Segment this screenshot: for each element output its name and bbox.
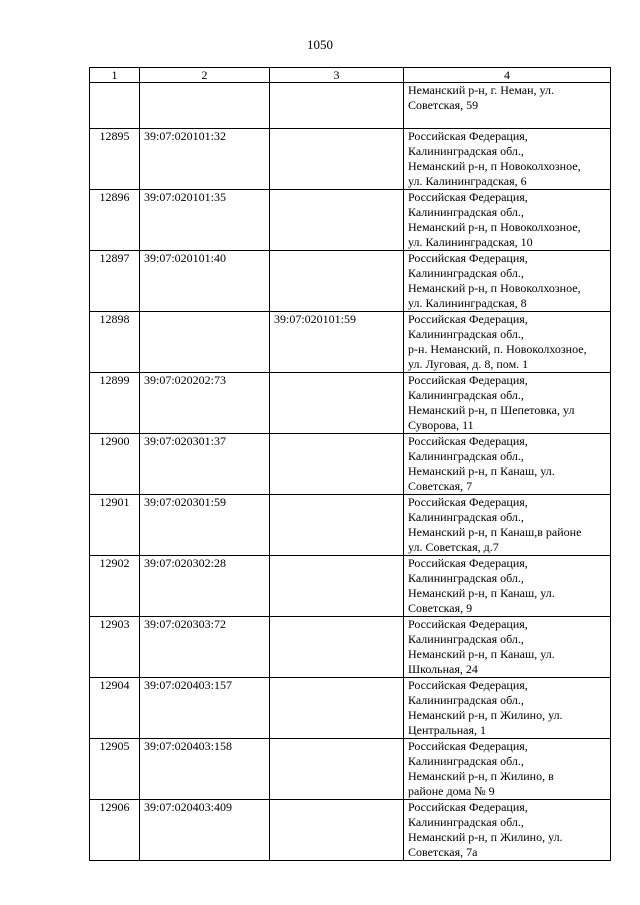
address-line: Неманский р-н, п Шепетовка, ул: [408, 403, 575, 417]
address-line: ул. Калининградская, 8: [408, 296, 527, 310]
page-number: 1050: [307, 37, 333, 52]
cadastral-number: 39:07:020202:73: [140, 373, 270, 434]
row-number: 12898: [90, 312, 140, 373]
cadastral-number: 39:07:020301:59: [140, 495, 270, 556]
property-registry-table: [89, 67, 611, 861]
cadastral-number-alt: [270, 617, 404, 678]
address-line: Неманский р-н, г. Неман, ул.: [408, 83, 554, 97]
address-line: Неманский р-н, п Новоколхозное,: [408, 281, 581, 295]
address-cell: [404, 495, 611, 556]
table-row: [90, 190, 611, 251]
address-line: Российская Федерация,: [408, 617, 528, 631]
cadastral-number: 39:07:020101:32: [140, 129, 270, 190]
column-header-2: 2: [140, 68, 270, 83]
address-line: Российская Федерация,: [408, 739, 528, 753]
row-number: 12901: [90, 495, 140, 556]
address-cell: [404, 556, 611, 617]
address-line: Неманский р-н, п Жилино, в: [408, 769, 554, 783]
cadastral-number: [140, 312, 270, 373]
row-number: 12906: [90, 800, 140, 861]
cadastral-number: [140, 83, 270, 129]
address-line: Неманский р-н, п Канаш, ул.: [408, 647, 555, 661]
address-cell: [404, 800, 611, 861]
address-line: Российская Федерация,: [408, 129, 528, 143]
address-cell: [404, 434, 611, 495]
address-line: Неманский р-н, п Новоколхозное,: [408, 159, 581, 173]
table-row: [90, 800, 611, 861]
cadastral-number-alt: [270, 129, 404, 190]
address-line: Неманский р-н, п Канаш,в районе: [408, 525, 582, 539]
address-line: Советская, 7: [408, 479, 473, 493]
address-line: Калининградская обл.,: [408, 571, 524, 585]
cadastral-number-alt: 39:07:020101:59: [270, 312, 404, 373]
continuation-row: [90, 83, 611, 129]
row-number: 12895: [90, 129, 140, 190]
cadastral-number-alt: [270, 190, 404, 251]
row-number: 12899: [90, 373, 140, 434]
address-line: Суворова, 11: [408, 418, 474, 432]
row-number: 12897: [90, 251, 140, 312]
row-number: 12900: [90, 434, 140, 495]
address-line: Калининградская обл.,: [408, 449, 524, 463]
table-row: [90, 617, 611, 678]
address-line: Калининградская обл.,: [408, 815, 524, 829]
cadastral-number: 39:07:020301:37: [140, 434, 270, 495]
address-cell: [404, 190, 611, 251]
address-line: Калининградская обл.,: [408, 754, 524, 768]
address-cell: [404, 373, 611, 434]
address-line: Российская Федерация,: [408, 312, 528, 326]
address-line: Неманский р-н, п Новоколхозное,: [408, 220, 581, 234]
row-number: 12896: [90, 190, 140, 251]
cadastral-number-alt: [270, 251, 404, 312]
address-line: Калининградская обл.,: [408, 388, 524, 402]
row-number: 12903: [90, 617, 140, 678]
row-number: [90, 83, 140, 129]
address-line: ул. Советская, д.7: [408, 540, 499, 554]
cadastral-number-alt: [270, 434, 404, 495]
address-line: р-н. Неманский, п. Новоколхозное,: [408, 342, 587, 356]
address-line: Российская Федерация,: [408, 434, 528, 448]
cadastral-number-alt: [270, 678, 404, 739]
table-row: [90, 312, 611, 373]
address-cell: [404, 83, 611, 129]
address-line: Неманский р-н, п Жилино, ул.: [408, 830, 563, 844]
column-header-1: 1: [90, 68, 140, 83]
address-line: ул. Калининградская, 10: [408, 235, 533, 249]
address-line: Российская Федерация,: [408, 800, 528, 814]
table-header-row: [90, 68, 611, 83]
cadastral-number-alt: [270, 556, 404, 617]
cadastral-number: 39:07:020101:40: [140, 251, 270, 312]
address-cell: [404, 617, 611, 678]
address-line: Калининградская обл.,: [408, 327, 524, 341]
address-line: Калининградская обл.,: [408, 144, 524, 158]
address-cell: [404, 739, 611, 800]
address-cell: [404, 129, 611, 190]
table-row: [90, 434, 611, 495]
address-line: Центральная, 1: [408, 723, 486, 737]
address-line: районе дома № 9: [408, 784, 495, 798]
row-number: 12902: [90, 556, 140, 617]
cadastral-number: 39:07:020403:157: [140, 678, 270, 739]
address-line: Советская, 7а: [408, 845, 478, 859]
table-row: [90, 373, 611, 434]
cadastral-number: 39:07:020403:158: [140, 739, 270, 800]
cadastral-number-alt: [270, 495, 404, 556]
address-line: Калининградская обл.,: [408, 510, 524, 524]
address-line: Калининградская обл.,: [408, 693, 524, 707]
address-line: Неманский р-н, п Жилино, ул.: [408, 708, 563, 722]
table-row: [90, 129, 611, 190]
address-line: Советская, 59: [408, 98, 479, 112]
table-row: [90, 251, 611, 312]
column-header-4: 4: [404, 68, 611, 83]
table-row: [90, 495, 611, 556]
address-cell: [404, 678, 611, 739]
address-line: Калининградская обл.,: [408, 266, 524, 280]
column-header-3: 3: [270, 68, 404, 83]
address-line: Неманский р-н, п Канаш, ул.: [408, 586, 555, 600]
address-line: Российская Федерация,: [408, 251, 528, 265]
address-line: Советская, 9: [408, 601, 473, 615]
cadastral-number-alt: [270, 83, 404, 129]
address-line: ул. Калининградская, 6: [408, 174, 527, 188]
address-cell: [404, 251, 611, 312]
cadastral-number-alt: [270, 739, 404, 800]
address-line: Российская Федерация,: [408, 678, 528, 692]
cadastral-number: 39:07:020302:28: [140, 556, 270, 617]
address-line: Калининградская обл.,: [408, 632, 524, 646]
address-line: Российская Федерация,: [408, 556, 528, 570]
address-cell: [404, 312, 611, 373]
address-line: Школьная, 24: [408, 662, 478, 676]
address-line: Российская Федерация,: [408, 373, 528, 387]
cadastral-number: 39:07:020403:409: [140, 800, 270, 861]
address-line: Российская Федерация,: [408, 190, 528, 204]
table-row: [90, 678, 611, 739]
table-row: [90, 556, 611, 617]
row-number: 12904: [90, 678, 140, 739]
address-line: ул. Луговая, д. 8, пом. 1: [408, 357, 529, 371]
cadastral-number-alt: [270, 373, 404, 434]
row-number: 12905: [90, 739, 140, 800]
address-line: Неманский р-н, п Канаш, ул.: [408, 464, 555, 478]
address-line: Российская Федерация,: [408, 495, 528, 509]
cadastral-number: 39:07:020101:35: [140, 190, 270, 251]
cadastral-number-alt: [270, 800, 404, 861]
address-line: Калининградская обл.,: [408, 205, 524, 219]
table-row: [90, 739, 611, 800]
cadastral-number: 39:07:020303:72: [140, 617, 270, 678]
